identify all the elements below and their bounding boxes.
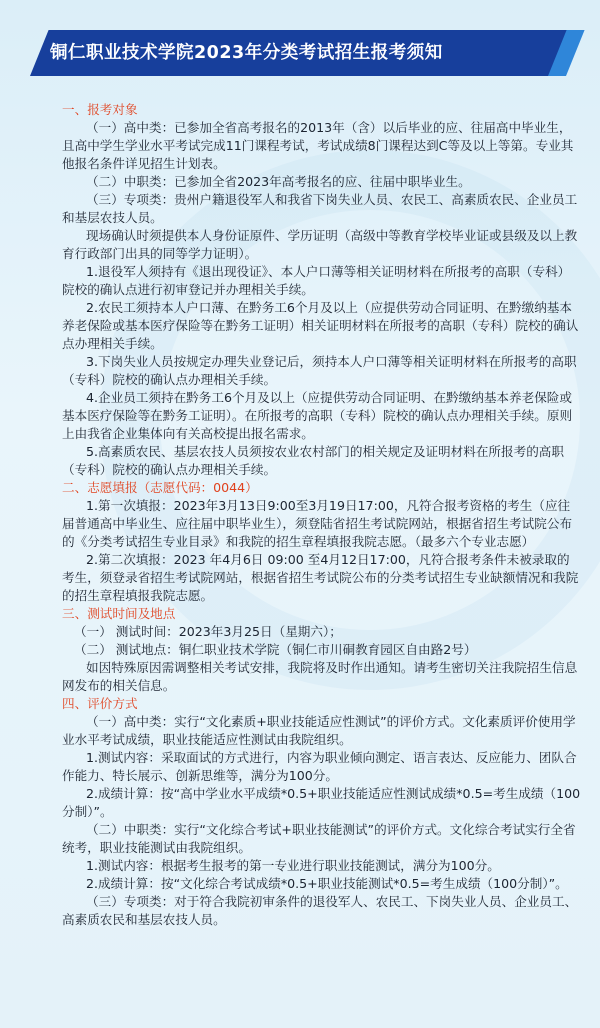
paragraph: 2.农民工须持本人户口薄、在黔务工6个月及以上（应提供劳动合同证明、在黔缴纳基本养老保险或基本医疗保险等在黔务工证明）相关证明材料在所报考的高职（专科）院校的确认点办理相关手续。 [62, 300, 579, 351]
section-heading: 三、测试时间及地点 [62, 606, 176, 621]
paragraph: （二）中职类：已参加全省2023年高考报名的应、往届中职毕业生。 [86, 174, 471, 189]
paragraph: 1.测试内容：根据考生报考的第一专业进行职业技能测试，满分为100分。 [86, 858, 500, 873]
section-heading: 四、评价方式 [62, 696, 138, 711]
paragraph: （三）专项类：对于符合我院初审条件的退役军人、农民工、下岗失业人员、企业员工、高素质农民和基层农技人员。 [62, 894, 578, 927]
paragraph: 1.退役军人须持有《退出现役证》、本人户口薄等相关证明材料在所报考的高职（专科）院校的确认点进行初审登记并办理相关手续。 [62, 264, 571, 297]
page-title: 铜仁职业技术学院2023年分类考试招生报考须知 [50, 43, 443, 63]
paragraph: 3.下岗失业人员按规定办理失业登记后，须持本人户口薄等相关证明材料在所报考的高职（专科）院校的确认点办理相关手续。 [62, 354, 577, 387]
section-heading: 二、志愿填报（志愿代码：0044） [62, 480, 258, 495]
paragraph: （三）专项类：贵州户籍退役军人和我省下岗失业人员、农民工、高素质农民、企业员工和基层农技人员。 [62, 192, 578, 225]
section-heading: 一、报考对象 [62, 102, 138, 117]
paragraph: （一）高中类：实行“文化素质+职业技能适应性测试”的评价方式。文化素质评价使用学业水平考试成绩，职业技能适应性测试由我院组织。 [62, 714, 576, 747]
paragraph: （一）高中类：已参加全省高考报名的2013年（含）以后毕业的应、往届高中毕业生，且高中学生学业水平考试完成11门课程考试，考试成绩8门课程达到C等及以上等第。专业其他报名条件详见招生计划表。 [62, 120, 574, 171]
paragraph: 如因特殊原因需调整相关考试安排，我院将及时作出通知。请考生密切关注我院招生信息网发布的相关信息。 [62, 660, 578, 693]
paragraph: 现场确认时须提供本人身份证原件、学历证明（高级中等教育学校毕业证或县级及以上教育行政部门出具的同等学力证明）。 [62, 228, 578, 261]
notice-body [62, 101, 582, 929]
paragraph: 5.高素质农民、基层农技人员须按农业农村部门的相关规定及证明材料在所报考的高职（专科）院校的确认点办理相关手续。 [62, 444, 564, 477]
paragraph: （二） 测试地点：铜仁职业技术学院（铜仁市川硐教育园区自由路2号） [74, 642, 477, 657]
paragraph: 1.第一次填报：2023年3月13日9:00至3月19日17:00，凡符合报考资格的考生（应往届普通高中毕业生、应往届中职毕业生），须登陆省招生考试院网站，根据省招生考试院公布的《分类考试招生专业目录》和我院的招生章程填报我院志愿。（最多六个专业志愿） [62, 498, 573, 549]
paragraph: 2.第二次填报：2023 年4月6日 09:00 至4月12日17:00，凡符合报考条件未被录取的考生，须登录省招生考试院网站，根据省招生考试院公布的分类考试招生专业缺额情况和我院的招生章程填报我院志愿。 [62, 552, 579, 603]
title-banner [0, 30, 600, 76]
paragraph: 4.企业员工须持在黔务工6个月及以上（应提供劳动合同证明、在黔缴纳基本养老保险或基本医疗保险等在黔务工证明）。在所报考的高职（专科）院校的确认点办理相关手续。原则上由我省企业集体向有关高校提出报名需求。 [62, 390, 573, 441]
paragraph: 2.成绩计算：按“高中学业水平成绩*0.5+职业技能适应性测试成绩*0.5=考生成绩（100分制）”。 [62, 786, 581, 819]
paragraph: 2.成绩计算：按“文化综合考试成绩*0.5+职业技能测试*0.5=考生成绩（100分制）”。 [86, 876, 568, 891]
paragraph: （二）中职类：实行“文化综合考试+职业技能测试”的评价方式。文化综合考试实行全省统考，职业技能测试由我院组织。 [62, 822, 576, 855]
paragraph: 1.测试内容：采取面试的方式进行，内容为职业倾向测定、语言表达、反应能力、团队合作能力、特长展示、创新思维等，满分为100分。 [62, 750, 577, 783]
paragraph: （一） 测试时间：2023年3月25日（星期六）； [74, 624, 342, 639]
